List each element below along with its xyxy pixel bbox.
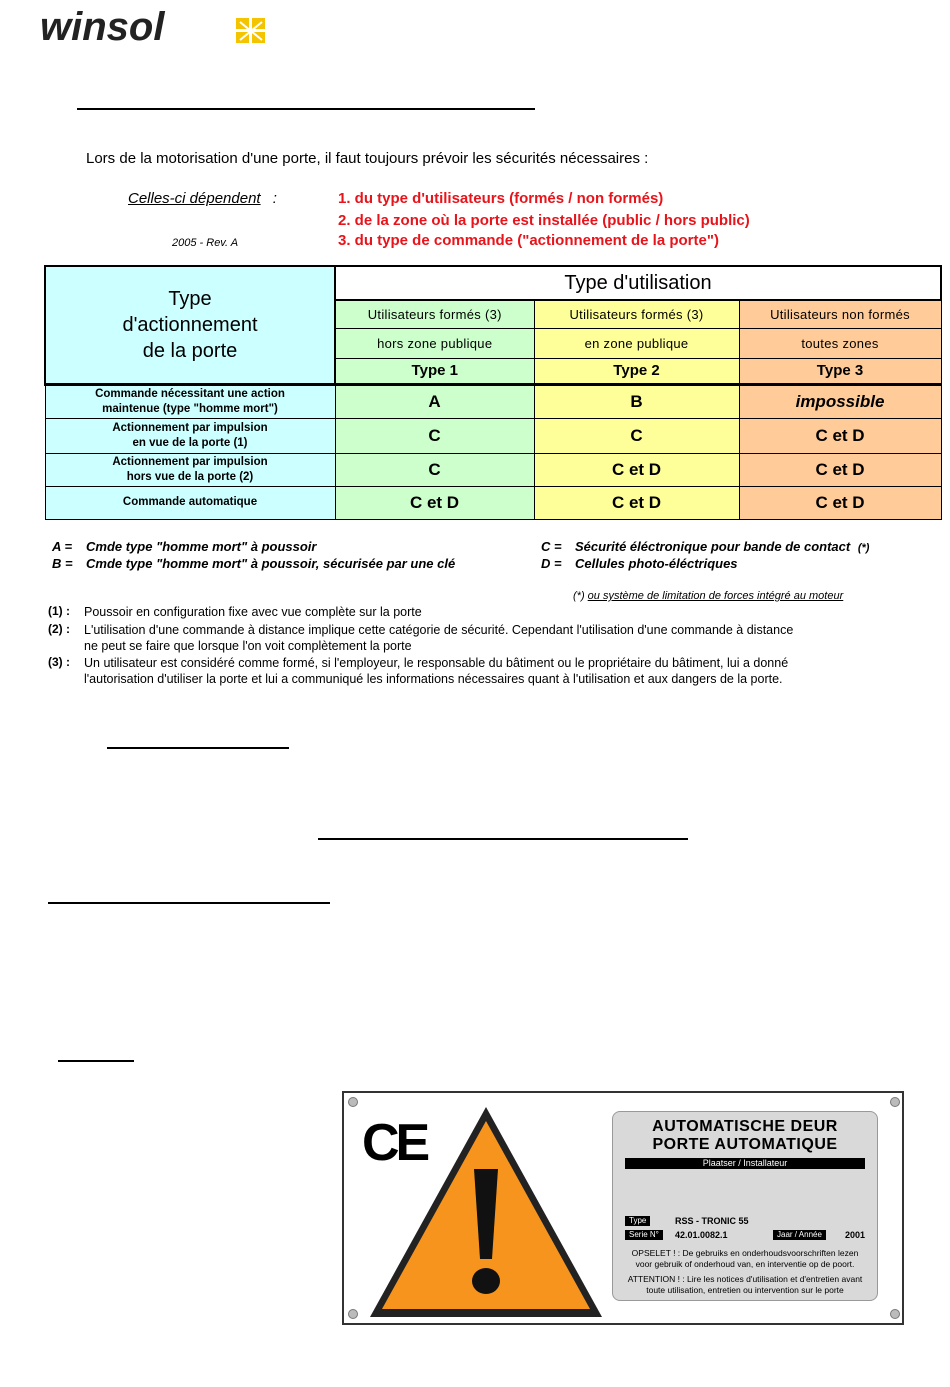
warning-triangle-icon <box>358 1099 608 1323</box>
legend-text: Cmde type "homme mort" à poussoir, sécurisée par une clé <box>86 556 456 571</box>
corner-line-1: Type <box>168 287 212 310</box>
type3-header: Type 3 <box>739 358 941 384</box>
footnote-1-text <box>84 604 844 620</box>
cell-type3: C et D <box>739 418 941 453</box>
cell-type2: C et D <box>534 453 739 486</box>
cell-type3: impossible <box>739 384 941 418</box>
plate-note-nl: OPSELET ! : De gebruiks en onderhoudsvoorschriften lezen voor gebruik of onderhoud van, en interventie op de poort. <box>631 1248 859 1269</box>
screw-icon <box>348 1097 358 1107</box>
plate-serial-label: Serie N° <box>625 1230 663 1240</box>
row-label-line: Commande nécessitant une action <box>95 387 285 400</box>
logo-text: winsol <box>40 8 165 48</box>
plate-serial-value: 42.01.0082.1 <box>675 1230 728 1240</box>
cell-type3: C et D <box>739 453 941 486</box>
plate-type-label: Type <box>625 1216 650 1226</box>
table-row <box>45 486 941 519</box>
plate-note-fr: ATTENTION ! : Lire les notices d'utilisation et d'entretien avant toute utilisation, entretien ou intervention sur le porte <box>627 1274 863 1295</box>
footnote-line: l'autorisation d'utiliser la porte et lui a communiqué les informations nécessaires quant à l'utilisation et aux dangers de la porte. <box>84 672 783 686</box>
row-label-line: hors vue de la porte (2) <box>126 470 254 483</box>
zone-type3: toutes zones <box>739 328 941 358</box>
plate-title-2: PORTE AUTOMATIQUE <box>652 1136 838 1153</box>
footnote-line: Poussoir en configuration fixe avec vue complète sur la porte <box>84 605 422 619</box>
condition-2: 2. de la zone où la porte est installée (public / hors public) <box>338 212 750 229</box>
door-sign-image <box>342 1091 904 1325</box>
cell-type1: C et D <box>335 486 534 519</box>
footnote-1-key: (1) : <box>48 604 70 618</box>
row-label-line: Commande automatique <box>122 496 258 508</box>
cell-type2: B <box>534 384 739 418</box>
type1-header: Type 1 <box>335 358 534 384</box>
safety-table <box>44 265 942 520</box>
cell-type1: C <box>335 418 534 453</box>
zone-type2: en zone publique <box>534 328 739 358</box>
depend-label-text: Celles-ci dépendent <box>128 190 261 207</box>
cell-type2: C et D <box>534 486 739 519</box>
footnote-line: ne peut se faire que lorsque l'on voit complètement la porte <box>84 639 412 653</box>
screw-icon <box>348 1309 358 1319</box>
cell-type2: C <box>534 418 739 453</box>
plate-title-1: AUTOMATISCHE DEUR <box>652 1118 838 1135</box>
users-type3: Utilisateurs non formés <box>739 300 941 328</box>
cell-type1: A <box>335 384 534 418</box>
row-label-line: en vue de la porte (1) <box>132 436 248 449</box>
row-label-line: maintenue (type "homme mort") <box>102 402 278 415</box>
ce-mark-icon: CE <box>362 1114 427 1172</box>
legend-text: Cellules photo-éléctriques <box>575 556 738 571</box>
star-key: (*) <box>573 590 585 602</box>
legend-key: A = <box>52 539 73 554</box>
star-text: ou système de limitation de forces intégré au moteur <box>587 590 844 602</box>
corner-line-3: de la porte <box>142 339 238 362</box>
heading-rule <box>58 1060 134 1062</box>
condition-3: 3. du type de commande ("actionnement de la porte") <box>338 232 719 249</box>
depend-label <box>128 190 277 207</box>
zone-type1: hors zone publique <box>335 328 534 358</box>
footnote-2-key: (2) : <box>48 622 70 636</box>
footnote-line: Un utilisateur est considéré comme formé, si l'employeur, le responsable du bâtiment ou le propriétaire du bâtiment, lui a donné <box>84 656 789 670</box>
plate-installer: Plaatser / Installateur <box>625 1158 865 1169</box>
legend-c <box>541 539 869 554</box>
row-label <box>45 384 335 418</box>
row-label <box>45 486 335 519</box>
legend-d <box>541 556 738 571</box>
star-note <box>573 590 843 602</box>
section-title-rule <box>77 108 535 110</box>
row-label <box>45 453 335 486</box>
users-type2: Utilisateurs formés (3) <box>534 300 739 328</box>
table-row <box>45 418 941 453</box>
plate-year-value: 2001 <box>845 1230 866 1240</box>
table-row <box>45 384 941 418</box>
corner-line-2: d'actionnement <box>122 313 258 336</box>
row-label-line: Actionnement par impulsion <box>112 421 268 434</box>
type2-header: Type 2 <box>534 358 739 384</box>
plate-type-value: RSS - TRONIC 55 <box>675 1216 749 1226</box>
logo-accent-icon <box>236 18 265 43</box>
depend-colon: : <box>272 190 277 207</box>
row-label-line: Actionnement par impulsion <box>112 455 268 468</box>
footnote-line: L'utilisation d'une commande à distance implique cette catégorie de sécurité. Cependant l'utilisation d'une commande à distance <box>84 623 794 637</box>
users-type1: Utilisateurs formés (3) <box>335 300 534 328</box>
legend-text: Cmde type "homme mort" à poussoir <box>86 539 317 554</box>
screw-icon <box>890 1097 900 1107</box>
winsol-logo <box>40 8 275 48</box>
table-corner-header <box>45 266 335 384</box>
legend-b <box>52 556 455 571</box>
cell-type1: C <box>335 453 534 486</box>
footnote-3-text <box>84 655 844 687</box>
legend-mark: (*) <box>857 542 870 554</box>
usage-header: Type d'utilisation <box>335 266 941 300</box>
revision-label: 2005 - Rev. A <box>172 237 239 249</box>
heading-rule <box>318 838 688 840</box>
condition-1: 1. du type d'utilisateurs (formés / non formés) <box>338 190 664 207</box>
intro-text: Lors de la motorisation d'une porte, il faut toujours prévoir les sécurités nécessaires : <box>86 150 649 167</box>
screw-icon <box>890 1309 900 1319</box>
legend-key: B = <box>52 556 73 571</box>
info-plate <box>612 1111 878 1301</box>
footnote-2-text <box>84 622 844 654</box>
footnote-3-key: (3) : <box>48 655 70 669</box>
cell-type3: C et D <box>739 486 941 519</box>
legend-key: C = <box>541 539 562 554</box>
heading-rule <box>107 747 289 749</box>
legend-text: Sécurité éléctronique pour bande de contact <box>575 539 851 554</box>
heading-rule <box>48 902 330 904</box>
table-row <box>45 453 941 486</box>
row-label <box>45 418 335 453</box>
plate-year-label: Jaar / Année <box>773 1230 826 1240</box>
legend-a <box>52 539 316 554</box>
legend-key: D = <box>541 556 562 571</box>
